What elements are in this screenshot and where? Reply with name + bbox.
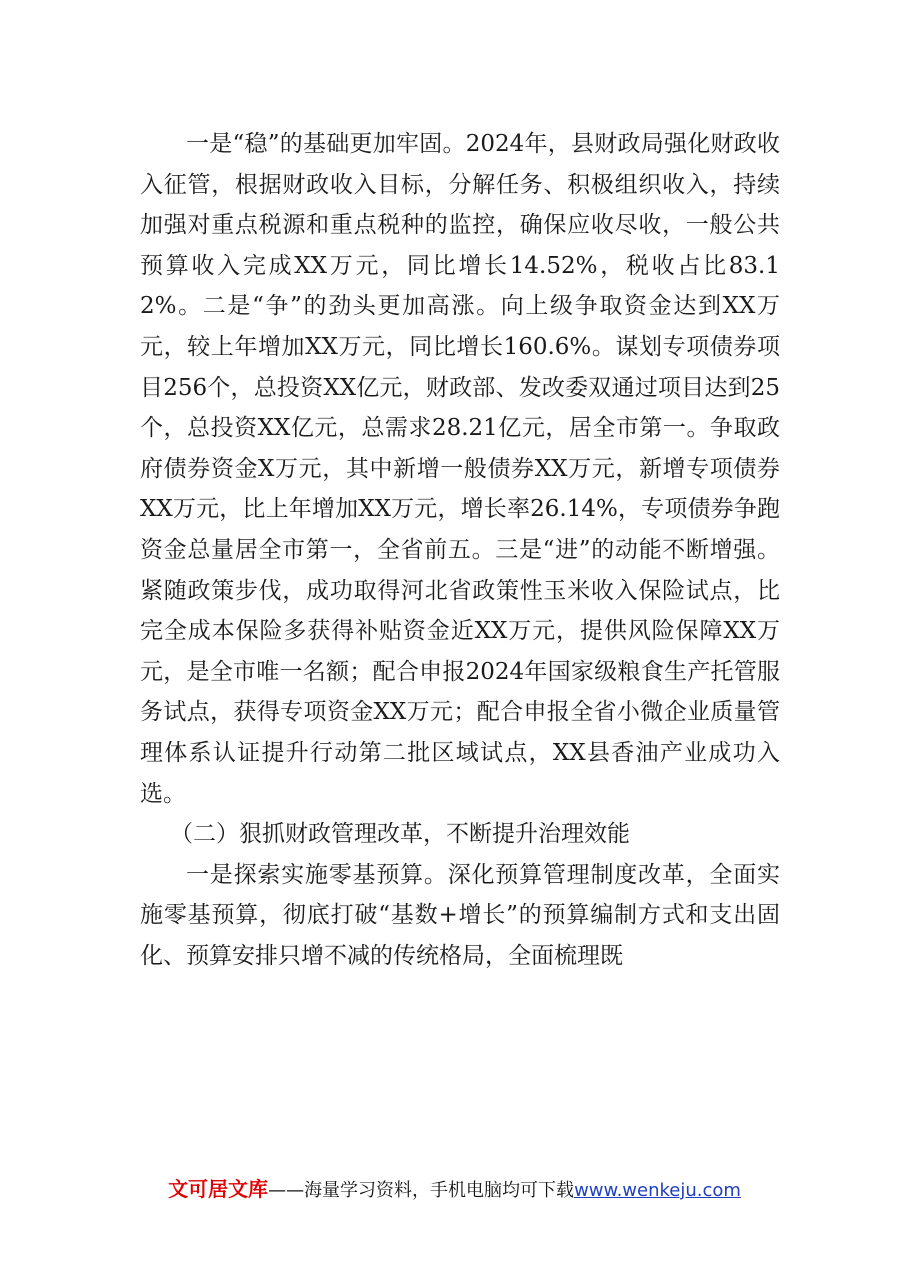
document-body bbox=[140, 124, 780, 976]
footer-website-link[interactable]: www.wenkeju.com bbox=[574, 1180, 741, 1201]
section-paragraph: 一是探索实施零基预算。深化预算管理制度改革，全面实施零基预算，彻底打破“基数+增长”的预算编制方式和支出固化、预算安排只增不减的传统格局，全面梳理既 bbox=[140, 861, 780, 969]
footer-brand: 文可居文库 bbox=[168, 1177, 269, 1201]
page-footer bbox=[0, 1176, 909, 1204]
body-paragraph: 一是“稳”的基础更加牢固。2024年，县财政局强化财政收入征管，根据财政收入目标，分解任务、积极组织收入，持续加强对重点税源和重点税种的监控，确保应收尽收，一般公共预算收入完成XX万元，同比增长14.52%，税收占比83.12%。二是“争”的劲头更加高涨。向上级争取资金达到XX万元，较上年增加XX万元，同比增长160.6%。谋划专项债券项目256个，总投资XX亿元，财政部、发改委双通过项目达到25个，总投资XX亿元，总需求28.21亿元，居全市第一。争取政府债券资金X万元，其中新增一般债券XX万元，新增专项债券XX万元，比上年增加XX万元，增长率26.14%，专项债券争跑资金总量居全市第一，全省前五。三是“进”的动能不断增强。紧随政策步伐，成功取得河北省政策性玉米收入保险试点，比完全成本保险多获得补贴资金近XX万元，提供风险保障XX万元，是全市唯一名额；配合申报2024年国家级粮食生产托管服务试点，获得专项资金XX万元；配合申报全省小微企业质量管理体系认证提升行动第二批区域试点，XX县香油产业成功入选。 bbox=[140, 131, 780, 807]
footer-tagline: ——海量学习资料，手机电脑均可下载 bbox=[268, 1180, 575, 1201]
section-heading: （二）狠抓财政管理改革，不断提升治理效能 bbox=[170, 821, 630, 848]
